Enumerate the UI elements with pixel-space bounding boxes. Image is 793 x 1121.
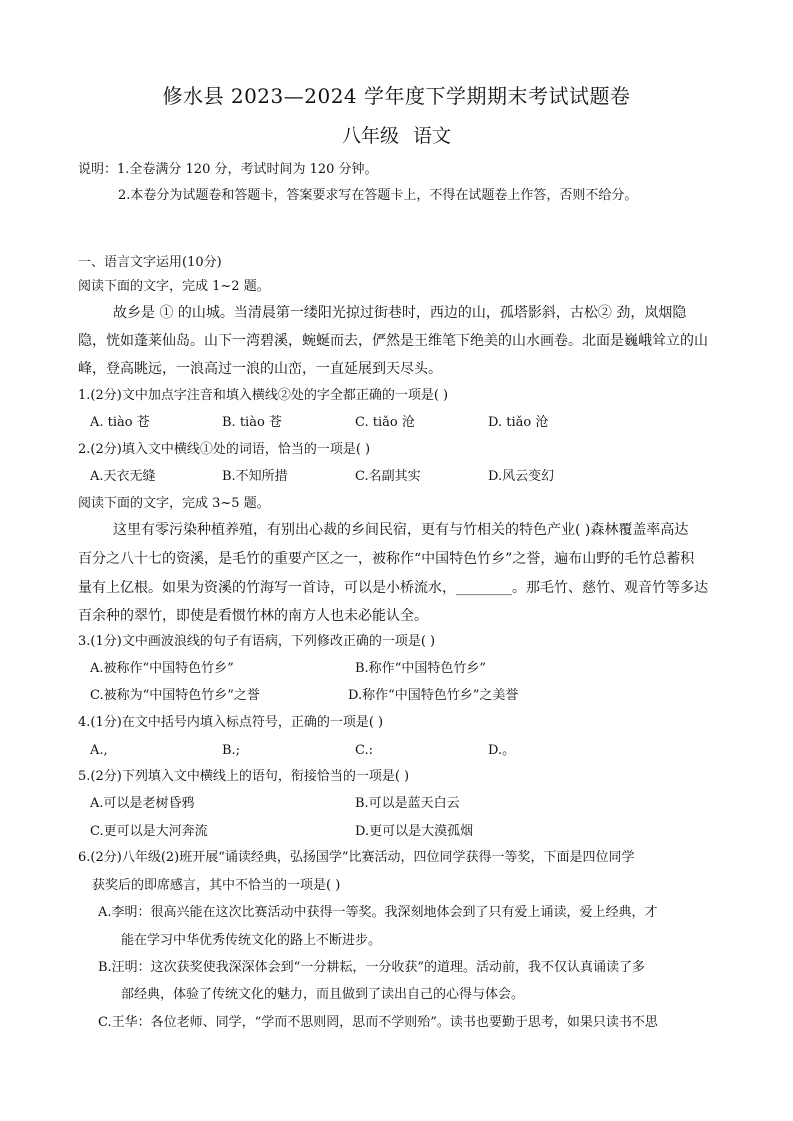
question-6-option-b-line-1[interactable]: B.汪明：这次获奖使我深深体会到“一分耕耘，一分收获”的道理。活动前，我不仅认真诵读了多 (98, 960, 645, 975)
passage2-line-2: 百分之八十七的资溪，是毛竹的重要产区之一，被称作“中国特色竹乡”之誉，遍布山野的毛竹总蓄积 (78, 551, 695, 567)
question-1-option-a[interactable]: A. tiào 苍 (90, 415, 150, 430)
question-1-option-b[interactable]: B. tiào 苍 (222, 415, 282, 430)
question-3-option-a[interactable]: A.被称作“中国特色竹乡” (90, 661, 234, 676)
question-5-option-b[interactable]: B.可以是蓝天白云 (355, 796, 460, 811)
question-3-option-d[interactable]: D.称作“中国特色竹乡”之美誉 (348, 688, 519, 703)
note-line-2: 2.本卷分为试题卷和答题卡，答案要求写在答题卡上，不得在试题卷上作答，否则不给分。 (118, 188, 638, 203)
question-6-option-b-line-2: 部经典，体验了传统文化的魅力，而且做到了读出自己的心得与体会。 (121, 987, 525, 1002)
exam-title: 修水县 2023—2024 学年度下学期期末考试试题卷 (162, 84, 631, 108)
question-2-option-c[interactable]: C.名副其实 (355, 469, 421, 484)
question-5-option-d[interactable]: D.更可以是大漠孤烟 (355, 824, 474, 839)
question-3-stem: 3.(1分)文中画波浪线的句子有语病，下列修改正确的一项是( ) (78, 634, 436, 649)
exam-subtitle: 八年级 语文 (341, 125, 452, 147)
reading-intro-2: 阅读下面的文字，完成 3~5 题。 (78, 496, 270, 511)
note-line-1: 说明：1.全卷满分 120 分，考试时间为 120 分钟。 (78, 162, 378, 177)
question-6-stem-line-2: 获奖后的即席感言，其中不恰当的一项是( ) (92, 878, 341, 893)
question-2-option-a[interactable]: A.天衣无缝 (90, 469, 156, 484)
passage1-line-3: 峰，登高眺远，一浪高过一浪的山峦，一直延展到天尽头。 (78, 361, 442, 377)
question-6-option-c-line-1[interactable]: C.王华：各位老师、同学，“学而不思则罔，思而不学则殆”。读书也要勤于思考，如果只读书不思 (98, 1015, 658, 1030)
reading-intro-1: 阅读下面的文字，完成 1~2 题。 (78, 279, 270, 294)
question-4-option-d[interactable]: D.。 (488, 743, 516, 758)
question-5-stem: 5.(2分)下列填入文中横线上的语句，衔接恰当的一项是( ) (78, 769, 410, 784)
passage2-line-4: 百余种的翠竹，即使是看惯竹林的南方人也未必能认全。 (78, 608, 428, 624)
section-heading: 一、语言文字运用(10分) (78, 255, 222, 270)
passage1-line-2: 隐，恍如蓬莱仙岛。山下一湾碧溪，蜿蜒而去，俨然是王维笔下绝美的山水画卷。北面是巍峨耸立的山 (78, 333, 708, 349)
question-5-option-a[interactable]: A.可以是老树昏鸦 (90, 796, 195, 811)
passage2-line-3: 量有上亿根。如果为资溪的竹海写一首诗，可以是小桥流水，________。那毛竹、慈竹、观音竹等多达 (78, 580, 708, 596)
question-6-stem-line-1: 6.(2分)八年级(2)班开展“诵读经典，弘扬国学”比赛活动，四位同学获得一等奖，下面是四位同学 (78, 850, 635, 865)
passage2-line-1: 这里有零污染种植养殖，有别出心裁的乡间民宿，更有与竹相关的特色产业( )森林覆盖率高达 (113, 522, 689, 538)
question-2-option-d[interactable]: D.风云变幻 (488, 469, 555, 484)
question-4-option-c[interactable]: C.: (355, 743, 373, 758)
passage1-line-1: 故乡是 ① 的山城。当清晨第一缕阳光掠过街巷时，西边的山，孤塔影斜，古松② 劲，岚烟隐 (113, 305, 687, 321)
question-6-option-a-line-2: 能在学习中华优秀传统文化的路上不断进步。 (121, 933, 382, 948)
question-3-option-b[interactable]: B.称作“中国特色竹乡” (355, 661, 486, 676)
question-4-stem: 4.(1分)在文中括号内填入标点符号，正确的一项是( ) (78, 715, 384, 730)
question-1-stem: 1.(2分)文中加点字注音和填入横线②处的字全都正确的一项是( ) (78, 388, 449, 403)
question-5-option-c[interactable]: C.更可以是大河奔流 (90, 824, 208, 839)
question-4-option-b[interactable]: B.; (222, 743, 241, 758)
question-6-option-a-line-1[interactable]: A.李明：很高兴能在这次比赛活动中获得一等奖。我深刻地体会到了只有爱上诵读，爱上经典，才 (98, 905, 658, 920)
question-1-option-c[interactable]: C. tiǎo 沧 (355, 415, 415, 430)
question-2-option-b[interactable]: B.不知所措 (222, 469, 288, 484)
question-1-option-d[interactable]: D. tiǎo 沧 (488, 415, 549, 430)
question-2-stem: 2.(2分)填入文中横线①处的词语，恰当的一项是( ) (78, 442, 371, 457)
question-3-option-c[interactable]: C.被称为“中国特色竹乡”之誉 (90, 688, 260, 703)
question-4-option-a[interactable]: A., (90, 743, 108, 758)
